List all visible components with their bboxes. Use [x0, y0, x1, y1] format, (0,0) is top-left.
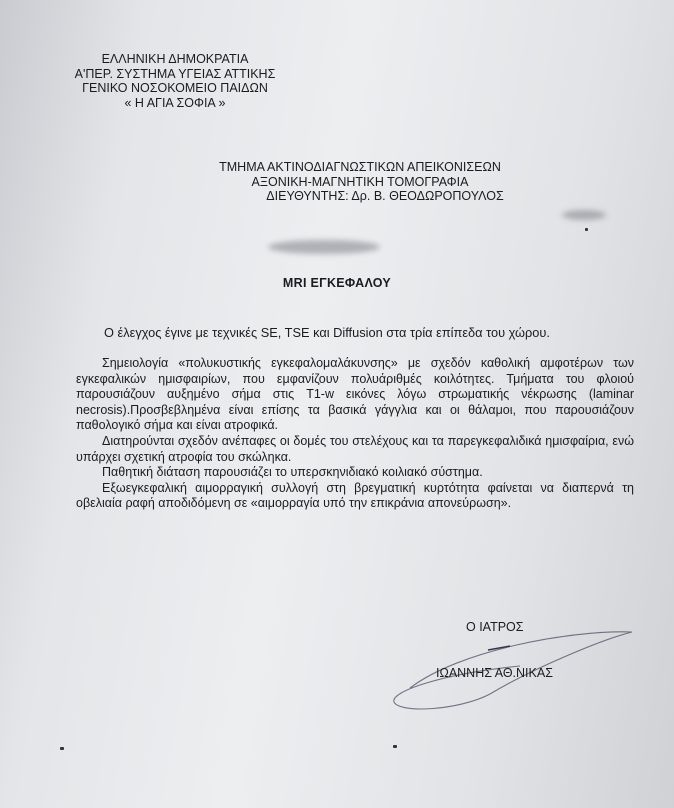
ink-dot	[585, 228, 588, 231]
doctor-name: ΙΩΑΝΝΗΣ ΑΘ.ΝΙΚΑΣ	[436, 666, 553, 680]
ink-dot	[60, 747, 64, 750]
report-paragraph: Σημειολογία «πολυκυστικής εγκεφαλομαλάκυνσης» με σχεδόν καθολική αμφοτέρων των εγκεφαλικών ημισφαιρίων, που εμφανίζουν πολυάριθμές κοιλότητες. Τμήματα του φλοιού παρουσιάζουν αυξημένο σήμα στις T1-w εικόνες λόγω στρωματικής νέκρωσης (laminar necrosis).Προσβεβλημένα είναι επίσης τα βασικά γάγγλια και οι θάλαμοι, που παρουσιάζουν παθολογικό σήμα και είναι ατροφικά.	[76, 356, 634, 433]
header-health-system: Α'ΠΕΡ. ΣΥΣΤΗΜΑ ΥΓΕΙΑΣ ΑΤΤΙΚΗΣ	[74, 66, 276, 81]
report-body	[76, 356, 634, 512]
report-paragraph: Παθητική διάταση παρουσιάζει το υπερσκηνιδιακό κοιλιακό σύστημα.	[102, 465, 483, 480]
report-title: MRI ΕΓΚΕΦΑΛΟΥ	[282, 276, 392, 290]
department-unit: ΑΞΟΝΙΚΗ-ΜΑΓΝΗΤΙΚΗ ΤΟΜΟΓΡΑΦΙΑ	[251, 174, 469, 189]
redacted-patient-name	[268, 240, 380, 254]
signature-title: Ο ΙΑΤΡΟΣ	[466, 620, 524, 634]
redacted-mark	[562, 210, 606, 220]
header-hospital-name: « Η ΑΓΙΑ ΣΟΦΙΑ »	[124, 95, 226, 110]
report-paragraph: Διατηρούνται σχεδόν ανέπαφες οι δομές του στελέχους και τα παρεγκεφαλιδικά ημισφαίρια, ενώ υπάρχει σχετική ατροφία του σκώληκα.	[76, 433, 634, 464]
report-paragraph: Εξωεγκεφαλική αιμορραγική συλλογή στη βρεγματική κυρτότητα φαίνεται να διαπερνά τη οβελιαία ραφή αποδιδόμενη σε «αιμορραγία υπό την επικράνια απονεύρωση».	[76, 480, 634, 511]
hospital-header	[50, 52, 300, 110]
header-hospital: ΓΕΝΙΚΟ ΝΟΣΟΚΟΜΕΙΟ ΠΑΙΔΩΝ	[82, 81, 268, 95]
ink-dot	[393, 745, 397, 748]
department-director: ΔΙΕΥΘΥΝΤΗΣ: Δρ. Β. ΘΕΟΔΩΡΟΠΟΥΛΟΣ	[266, 189, 504, 203]
department-header	[190, 160, 530, 204]
report-intro: Ο έλεγχος έγινε με τεχνικές SE, TSE και Diffusion στα τρία επίπεδα του χώρου.	[104, 325, 550, 340]
header-country: ΕΛΛΗΝΙΚΗ ΔΗΜΟΚΡΑΤΙΑ	[101, 52, 249, 66]
department-name: ΤΜΗΜΑ ΑΚΤΙΝΟΔΙΑΓΝΩΣΤΙΚΩΝ ΑΠΕΙΚΟΝΙΣΕΩΝ	[219, 160, 501, 174]
